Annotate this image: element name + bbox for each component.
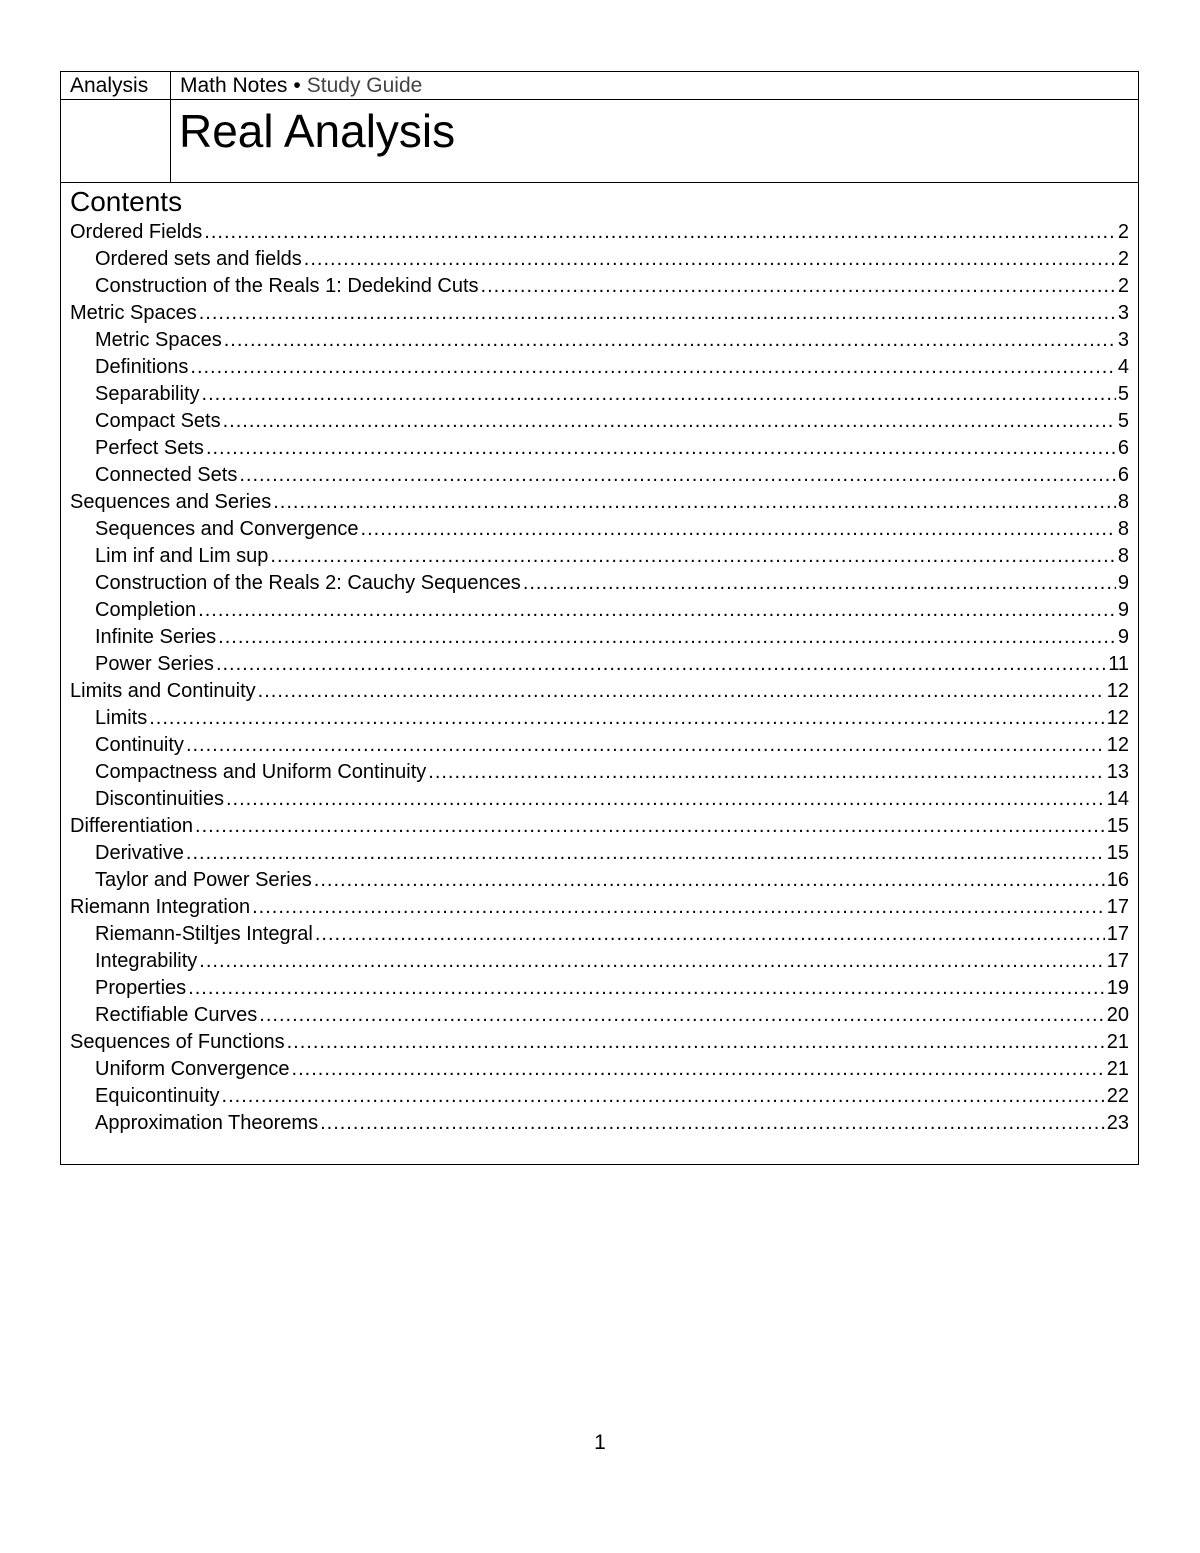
header-row [61, 72, 1138, 100]
toc-entry-page: 20 [1106, 1004, 1129, 1026]
toc-section-entry[interactable] [70, 678, 1129, 705]
toc-entry-page: 3 [1117, 302, 1129, 324]
toc-entry-label: Connected Sets [95, 464, 238, 486]
toc-entry-page: 11 [1108, 653, 1129, 675]
toc-subsection-entry[interactable] [70, 1083, 1129, 1110]
toc-subsection-entry[interactable] [70, 516, 1129, 543]
toc-subsection-entry[interactable] [70, 246, 1129, 273]
toc-section-entry[interactable] [70, 489, 1129, 516]
toc-entry-label: Riemann Integration [70, 896, 251, 918]
toc-entry-label: Ordered Fields [70, 221, 203, 243]
toc-entry-page: 13 [1106, 761, 1129, 783]
toc-entry-page: 2 [1117, 248, 1129, 270]
toc-subsection-entry[interactable] [70, 354, 1129, 381]
toc-entry-label: Power Series [95, 653, 214, 675]
toc-dot-leader [186, 732, 1105, 759]
document-type: Study Guide [306, 74, 423, 97]
toc-dot-leader [315, 921, 1105, 948]
toc-section-entry[interactable] [70, 813, 1129, 840]
toc-entry-page: 5 [1117, 410, 1129, 432]
toc-subsection-entry[interactable] [70, 975, 1129, 1002]
toc-entry-page: 16 [1106, 869, 1129, 891]
toc-entry-page: 2 [1117, 275, 1129, 297]
contents-heading: Contents [70, 186, 183, 217]
toc-entry-label: Sequences and Convergence [95, 518, 359, 540]
course-name: Math Notes [180, 74, 288, 97]
toc-entry-page: 8 [1117, 491, 1129, 513]
toc-subsection-entry[interactable] [70, 543, 1129, 570]
toc-entry-page: 9 [1117, 599, 1129, 621]
page-number: 1 [594, 1431, 606, 1454]
toc-subsection-entry[interactable] [70, 381, 1129, 408]
toc-entry-label: Perfect Sets [95, 437, 204, 459]
toc-dot-leader [198, 597, 1116, 624]
toc-entry-page: 4 [1117, 356, 1129, 378]
toc-subsection-entry[interactable] [70, 948, 1129, 975]
toc-subsection-entry[interactable] [70, 732, 1129, 759]
toc-dot-leader [224, 327, 1116, 354]
toc-dot-leader [258, 678, 1105, 705]
toc-entry-page: 9 [1117, 572, 1129, 594]
toc-subsection-entry[interactable] [70, 867, 1129, 894]
toc-dot-leader [202, 381, 1116, 408]
toc-dot-leader [292, 1056, 1105, 1083]
toc-entry-page: 8 [1117, 545, 1129, 567]
toc-entry-page: 9 [1117, 626, 1129, 648]
toc-entry-label: Infinite Series [95, 626, 217, 648]
toc-dot-leader [259, 1002, 1104, 1029]
toc-dot-leader [199, 300, 1116, 327]
toc-dot-leader [216, 651, 1106, 678]
toc-entry-page: 8 [1117, 518, 1129, 540]
toc-subsection-entry[interactable] [70, 840, 1129, 867]
toc-entry-label: Sequences of Functions [70, 1031, 285, 1053]
toc-subsection-entry[interactable] [70, 624, 1129, 651]
toc-subsection-entry[interactable] [70, 435, 1129, 462]
toc-subsection-entry[interactable] [70, 651, 1129, 678]
toc-dot-leader [190, 354, 1115, 381]
toc-entry-label: Separability [95, 383, 200, 405]
course-separator: • [293, 74, 301, 97]
toc-entry-label: Uniform Convergence [95, 1058, 290, 1080]
toc-subsection-entry[interactable] [70, 759, 1129, 786]
toc-dot-leader [204, 219, 1116, 246]
toc-dot-leader [320, 1110, 1105, 1137]
toc-entry-page: 6 [1117, 464, 1129, 486]
toc-entry-page: 2 [1117, 221, 1129, 243]
toc-entry-label: Limits and Continuity [70, 680, 256, 702]
toc-entry-page: 12 [1106, 680, 1129, 702]
toc-entry-label: Metric Spaces [95, 329, 222, 351]
toc-subsection-entry[interactable] [70, 570, 1129, 597]
toc-dot-leader [481, 273, 1116, 300]
toc-entry-page: 17 [1106, 923, 1129, 945]
toc-subsection-entry[interactable] [70, 597, 1129, 624]
toc-entry-page: 12 [1106, 707, 1129, 729]
toc-entry-label: Derivative [95, 842, 184, 864]
toc-entry-label: Compact Sets [95, 410, 221, 432]
toc-dot-leader [149, 705, 1105, 732]
toc-subsection-entry[interactable] [70, 705, 1129, 732]
toc-entry-page: 19 [1106, 977, 1129, 999]
title-row [61, 100, 1138, 183]
toc-dot-leader [523, 570, 1116, 597]
toc-subsection-entry[interactable] [70, 1110, 1129, 1137]
toc-entry-label: Metric Spaces [70, 302, 197, 324]
toc-dot-leader [223, 408, 1116, 435]
header-divider [170, 72, 171, 183]
toc-subsection-entry[interactable] [70, 408, 1129, 435]
toc-dot-leader [314, 867, 1105, 894]
toc-subsection-entry[interactable] [70, 1056, 1129, 1083]
toc-dot-leader [287, 1029, 1105, 1056]
toc-dot-leader [218, 624, 1116, 651]
toc-entry-label: Lim inf and Lim sup [95, 545, 269, 567]
toc-entry-label: Differentiation [70, 815, 194, 837]
toc-dot-leader [252, 894, 1105, 921]
toc-entry-label: Sequences and Series [70, 491, 272, 513]
toc-entry-label: Integrability [95, 950, 198, 972]
toc-section-entry[interactable] [70, 300, 1129, 327]
toc-section-entry[interactable] [70, 1029, 1129, 1056]
toc-entry-label: Limits [95, 707, 148, 729]
toc-subsection-entry[interactable] [70, 1002, 1129, 1029]
toc-entry-label: Completion [95, 599, 197, 621]
toc-dot-leader [270, 543, 1115, 570]
toc-entry-label: Definitions [95, 356, 189, 378]
toc-entry-page: 22 [1106, 1085, 1129, 1107]
toc-entry-page: 17 [1106, 896, 1129, 918]
toc-dot-leader [188, 975, 1105, 1002]
toc-entry-page: 12 [1106, 734, 1129, 756]
toc-dot-leader [206, 435, 1116, 462]
toc-entry-label: Continuity [95, 734, 184, 756]
toc-section-entry[interactable] [70, 219, 1129, 246]
document-frame [60, 71, 1139, 1165]
toc-entry-label: Properties [95, 977, 187, 999]
toc-subsection-entry[interactable] [70, 786, 1129, 813]
toc-entry-page: 15 [1106, 842, 1129, 864]
toc-dot-leader [239, 462, 1116, 489]
toc-entry-label: Construction of the Reals 1: Dedekind Cuts [95, 275, 479, 297]
toc-entry-label: Rectifiable Curves [95, 1004, 258, 1026]
toc-dot-leader [304, 246, 1116, 273]
toc-entry-label: Discontinuities [95, 788, 224, 810]
toc-entry-label: Approximation Theorems [95, 1112, 319, 1134]
subject-label: Analysis [70, 74, 149, 97]
toc-subsection-entry[interactable] [70, 273, 1129, 300]
course-line [180, 74, 422, 98]
table-of-contents [70, 219, 1129, 1137]
toc-dot-leader [222, 1083, 1105, 1110]
toc-entry-page: 23 [1106, 1112, 1129, 1134]
toc-dot-leader [186, 840, 1105, 867]
toc-subsection-entry[interactable] [70, 327, 1129, 354]
toc-entry-page: 21 [1106, 1031, 1129, 1053]
toc-subsection-entry[interactable] [70, 462, 1129, 489]
toc-entry-label: Ordered sets and fields [95, 248, 302, 270]
toc-dot-leader [195, 813, 1105, 840]
toc-entry-label: Riemann-Stiltjes Integral [95, 923, 313, 945]
toc-section-entry[interactable] [70, 894, 1129, 921]
toc-entry-label: Taylor and Power Series [95, 869, 312, 891]
toc-entry-page: 21 [1106, 1058, 1129, 1080]
toc-entry-page: 5 [1117, 383, 1129, 405]
toc-dot-leader [199, 948, 1104, 975]
toc-entry-page: 17 [1106, 950, 1129, 972]
toc-subsection-entry[interactable] [70, 921, 1129, 948]
toc-dot-leader [226, 786, 1105, 813]
toc-dot-leader [273, 489, 1116, 516]
toc-dot-leader [361, 516, 1116, 543]
toc-entry-label: Construction of the Reals 2: Cauchy Sequences [95, 572, 521, 594]
toc-entry-page: 15 [1106, 815, 1129, 837]
toc-entry-label: Compactness and Uniform Continuity [95, 761, 427, 783]
toc-entry-page: 6 [1117, 437, 1129, 459]
toc-entry-page: 14 [1106, 788, 1129, 810]
document-title: Real Analysis [179, 105, 456, 157]
toc-dot-leader [428, 759, 1104, 786]
toc-entry-page: 3 [1117, 329, 1129, 351]
toc-entry-label: Equicontinuity [95, 1085, 220, 1107]
